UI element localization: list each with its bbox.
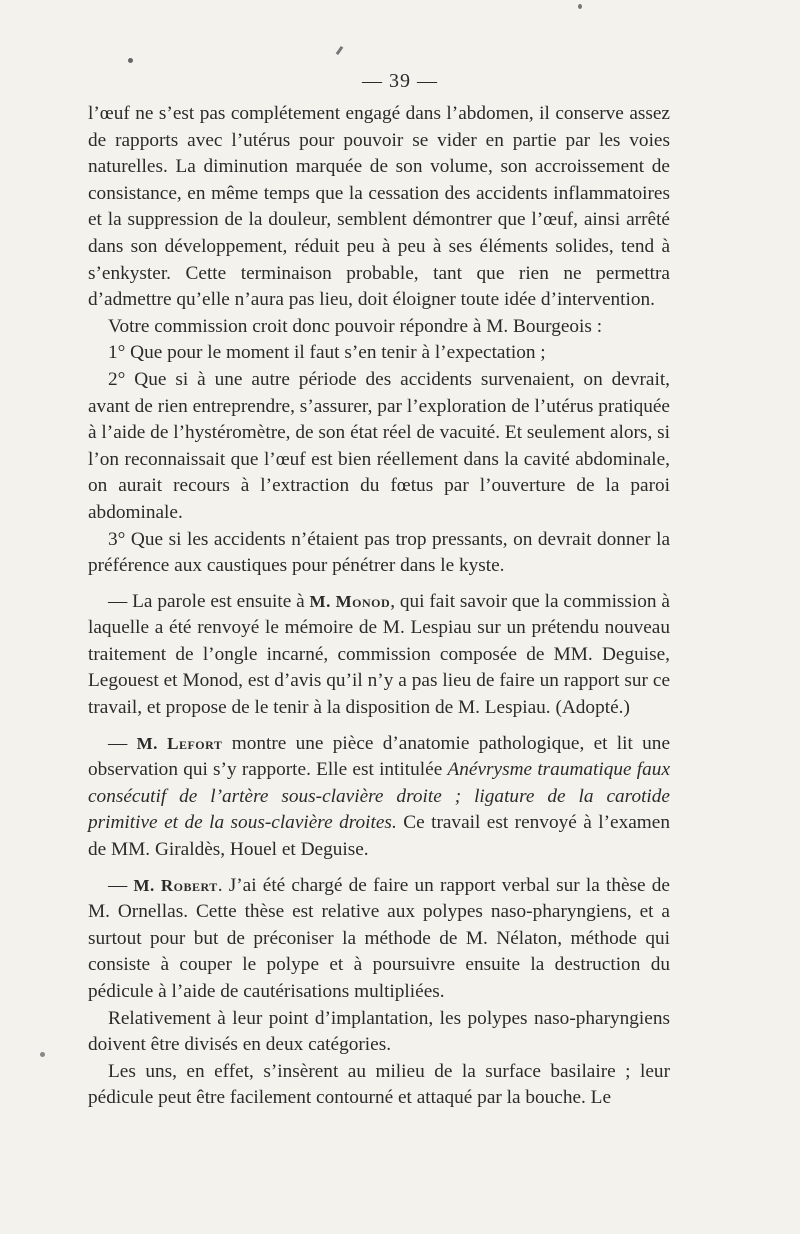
paragraph: Relativement à leur point d’implantation, les polypes naso-pharyngiens doivent être divisés en deux catégories. bbox=[88, 1007, 670, 1056]
speaker-name: M. Monod bbox=[309, 591, 391, 611]
paragraph: 2° Que si à une autre période des accidents survenaient, on devrait, avant de rien entreprendre, s’assurer, par l’exploration de l’utérus pratiquée à l’aide de l’hystéromètre, de son état réel de vacuité. Et seulement alors, si l’on reconnaissait que l’œuf est bien réellement dans la cavité abdominale, on aurait recours à l’extraction du fœtus par l’ouverture de la paroi abdominale. bbox=[88, 368, 670, 523]
text-run: montre une pièce d’anatomie pathologique, et lit une observation qui s’y rapporte. Elle est intitulée bbox=[88, 732, 670, 781]
speaker-name: M. Lefort bbox=[136, 733, 223, 753]
text-run: — La parole est ensuite à bbox=[108, 590, 310, 612]
paragraph bbox=[88, 731, 670, 864]
paragraph: Les uns, en effet, s’insèrent au milieu de la surface basilaire ; leur pédicule peut être facilement contourné et attaqué par la bouche. Le bbox=[88, 1060, 670, 1109]
ink-speck bbox=[578, 4, 582, 9]
text-run: — bbox=[108, 732, 137, 754]
paragraph bbox=[88, 873, 670, 1006]
text-run: , qui fait savoir que la commission à laquelle a été renvoyé le mémoire de M. Lespiau sur un prétendu nouveau traitement de l’ongle incarné, commission composée de MM. Deguise, Legouest et Monod, est d’avis qu’il n’y a pas lieu de faire un rapport sur ce travail, et propose de le tenir à la disposition de M. Lespiau. (Adopté.) bbox=[88, 590, 670, 719]
paragraph: l’œuf ne s’est pas complétement engagé dans l’abdomen, il conserve assez de rapports avec l’utérus pour pouvoir se vider en partie par les voies naturelles. La diminution marquée de son volume, son accroissement de consistance, en même temps que la cessation des accidents inflammatoires et la suppression de la douleur, semblent démontrer que l’œuf, ainsi arrêté dans son développement, réduit peu à peu à ses éléments solides, tend à s’enkyster. Cette terminaison probable, tant que rien ne permettra d’admettre qu’elle n’aura pas lieu, doit éloigner toute idée d’intervention. bbox=[88, 103, 670, 311]
case-title: Anévrysme traumatique faux consécutif de l’artère sous-clavière droite ; ligature de la carotide primitive et de la sous-clavière droites. bbox=[88, 759, 671, 834]
paragraph: Votre commission croit donc pouvoir répondre à M. Bourgeois : bbox=[108, 315, 603, 337]
speaker-name: M. Robert bbox=[133, 875, 218, 895]
ink-speck bbox=[336, 46, 344, 55]
ink-speck bbox=[40, 1052, 45, 1057]
text-run: Ce travail est renvoyé à l’examen de MM. Giraldès, Houel et Deguise. bbox=[88, 812, 670, 861]
text-run: . J’ai été chargé de faire un rapport verbal sur la thèse de M. Ornellas. Cette thèse est relative aux polypes naso-pharyngiens, et a surtout pour but de préconiser la méthode de M. Nélaton, méthode qui consiste à couper le polype et à poursuivre ensuite la destruction du pédicule à l’aide de cautérisations multipliées. bbox=[88, 874, 670, 1002]
paragraph: 3° Que si les accidents n’étaient pas trop pressants, on devrait donner la préférence aux caustiques pour pénétrer dans le kyste. bbox=[88, 528, 670, 577]
paragraph: 1° Que pour le moment il faut s’en tenir à l’expectation ; bbox=[108, 342, 546, 364]
page-text bbox=[88, 101, 670, 1112]
text-run: — bbox=[108, 874, 134, 896]
paragraph bbox=[88, 589, 670, 722]
ink-speck bbox=[128, 58, 133, 63]
page-number: — 39 — bbox=[362, 70, 438, 92]
